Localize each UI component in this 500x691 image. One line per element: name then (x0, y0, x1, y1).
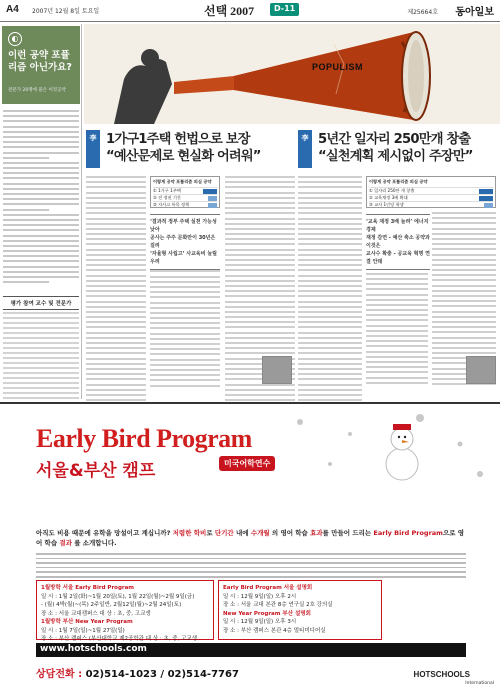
ad-program-box-seoul: 1월방학 서울 Early Bird Program 일 시 : 1월 2일(화)~1월 20일(토), 1월 22일(월)~2월 9일(금) - (월) 4박(월)~(목) 2주일반, 2월12일(월)~2월 24일(토) 장 소 : 서울 교대캠퍼스 대 상 : 초, 중, 고교생 1월방학 부산 New Year Program 일 시 : 1월 7일(일)~1월 27일(일) 장 소 : 부산 캠퍼스 (부산대학교 제2공학관 대 상 : 초, 중, 고교생 (36, 580, 214, 640)
headline (318, 131, 496, 165)
ad-program-box-info: Early Bird Program 서울 설명회 일 시 : 12월 9일(일) 오후 2시 장 소 : 서울 교대 본관 8층 연구실 2호 강의실 New Year Program 부산 설명회 일 시 : 12월 9일(일) 오후 3시 장 소 : 부산 캠퍼스 본관 4층 멀티미디어실 (218, 580, 382, 640)
editorial-cartoon (84, 24, 500, 124)
phone-label: 상담전화 : (36, 669, 83, 680)
ad-brand (0, 404, 500, 481)
headline-line-2: “실천계획 제시없이 주장만” (318, 149, 473, 164)
survey-row: ① 일자리 250만 개 창출 (369, 187, 493, 194)
page-number: A4 (6, 4, 19, 15)
article-body-column (150, 260, 220, 390)
issue-date: 2007년 12월 8일 토요일 (32, 8, 100, 15)
section-title: 선택 2007 (204, 4, 255, 18)
panel-list (3, 312, 79, 412)
cartoon-caption: POPULISM (312, 62, 364, 72)
series-title: 이런 공약 포퓰리즘 아닌가요? (8, 50, 72, 73)
series-subtitle: 전문가 20명에 물은 이것공약 (8, 88, 66, 93)
survey-row: ② 교육재정 3배 확대 (369, 194, 493, 201)
headline-line-2: “예산문제로 현실화 어려워” (106, 149, 261, 164)
survey-box-right (366, 176, 496, 208)
survey-row: ② 전 정권 기간 (153, 194, 217, 201)
dday-badge: D-11 (270, 3, 299, 16)
edition-number: 제25664호 (407, 9, 438, 16)
megaphone-illustration (84, 24, 500, 124)
series-intro-text (3, 110, 79, 290)
survey-row: ③ 자사고 특목 정책 (153, 201, 217, 208)
survey-title: 이렇게 공약 포퓰리즘 의심 공약 (369, 179, 428, 184)
ad-stamp-badge: 미국어학연수 (219, 456, 275, 471)
article-body-column (86, 176, 146, 404)
survey-row: ① 1가구 1주택 (153, 187, 217, 194)
headline-line-1: 1가구1주택 헌법으로 보장 (106, 132, 250, 147)
article-headline-left (86, 128, 292, 170)
ad-fine-print (36, 553, 466, 577)
pull-quote: ‘교육 재정 3배 늘려’ 에너지 경제 재정 감면 - 예산 축소 공약과 이것은 교사수 확충 - 공교육 혁명 연결 안돼 (366, 214, 430, 270)
newspaper-logo: 동아일보 (455, 7, 494, 18)
author-photo (466, 356, 496, 384)
author-photo (262, 356, 292, 384)
ad-title-english: Early Bird Program (36, 424, 252, 453)
survey-title: 이렇게 공약 포퓰리즘 의심 공약 (153, 179, 212, 184)
survey-row: ③ 교사 1인당 학생 (369, 201, 493, 208)
ad-footer-subtitle: International (465, 681, 494, 686)
headline-line-1: 5년간 일자리 250만개 창출 (318, 132, 471, 147)
phone-number[interactable]: 02)514-1023 / 02)514-7767 (85, 669, 239, 680)
survey-box-left (150, 176, 220, 208)
pull-quote: ‘결과적 정부 주택 실천 가능성 낮아 공사는 주주 문화만이 30년은 걸려 ‘자율형 사립고’ 사교육비 늘릴 우려 (150, 214, 220, 270)
article-headline-right (298, 128, 496, 170)
article-body-column (298, 176, 362, 404)
series-badge-icon: ◐ (8, 32, 22, 46)
candidate-badge: 李 (298, 130, 312, 168)
ad-website-link[interactable]: www.hotschools.com (36, 643, 466, 657)
advertisement (0, 402, 500, 691)
panel-title: 평가 참여 교수 및 전문가 (3, 296, 79, 310)
candidate-badge: 李 (86, 130, 100, 168)
headline (106, 131, 296, 165)
series-box (2, 26, 80, 104)
article-body-column (366, 252, 428, 387)
ad-footer-logo: HOTSCHOOLS (413, 670, 470, 679)
ad-phone (36, 665, 239, 680)
ad-intro-text: 아직도 비용 때문에 유학을 망설이고 계십니까? 저렴한 학비로 단기간 내에 수개월 의 영어 학습 효과를 만들어 드리는 Early Bird Program으로 영어 학습 결과 를 소개합니다. (36, 529, 465, 547)
ad-title-korean: 서울&부산 캠프 (36, 461, 156, 481)
page-header (0, 0, 500, 22)
left-column (0, 24, 82, 399)
